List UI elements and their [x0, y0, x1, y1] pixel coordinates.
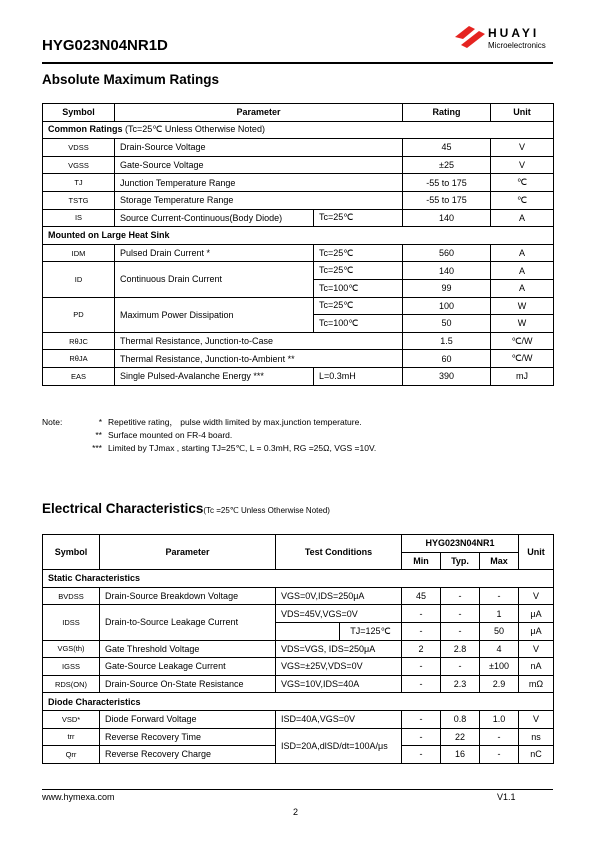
cell-parameter: Drain-Source Voltage — [115, 139, 403, 157]
table-row — [43, 658, 554, 676]
table-row — [43, 297, 554, 315]
cell-condition: Tc=25℃ — [314, 297, 403, 315]
table-row — [43, 209, 554, 227]
table-row — [43, 605, 554, 623]
cell-min: - — [402, 658, 441, 676]
table-row — [43, 710, 554, 728]
note-label: Note: — [42, 417, 63, 427]
logo-text: HUAYI — [488, 26, 540, 40]
table-header-row — [43, 104, 554, 122]
cell-unit: V — [519, 640, 554, 658]
table-header-row — [43, 535, 554, 553]
cell-typ: 2.3 — [441, 675, 480, 693]
cell-unit: W — [491, 315, 554, 333]
footer-website[interactable]: www.hymexa.com — [42, 792, 115, 802]
cell-condition: VGS=0V,IDS=250μA — [276, 587, 402, 605]
cell-max: ±100 — [480, 658, 519, 676]
cell-parameter: Drain-Source On-State Resistance — [100, 675, 276, 693]
col-unit: Unit — [491, 104, 554, 122]
cell-typ: - — [441, 587, 480, 605]
table-row — [43, 332, 554, 350]
cell-max: - — [480, 746, 519, 764]
note-text: Limited by TJmax , starting TJ=25℃, L = 0.3mH, RG =25Ω, VGS =10V. — [108, 443, 377, 453]
page-number: 2 — [293, 807, 299, 817]
cell-symbol: VSD* — [43, 710, 100, 728]
cell-rating: 45 — [403, 139, 491, 157]
cell-condition: Tc=100℃ — [314, 279, 403, 297]
table-row — [43, 244, 554, 262]
cell-typ: 16 — [441, 746, 480, 764]
cell-rating: 140 — [403, 262, 491, 280]
cell-max: 1.0 — [480, 710, 519, 728]
group-condition: (Tc=25℃ Unless Otherwise Noted) — [125, 124, 265, 135]
col-test-conditions: Test Conditions — [276, 535, 402, 570]
cell-parameter: Drain-to-Source Leakage Current — [100, 605, 276, 640]
cell-rating: 1.5 — [403, 332, 491, 350]
cell-max: 1 — [480, 605, 519, 623]
cell-condition: Tc=25℃ — [314, 209, 403, 227]
cell-condition: TJ=125℃ — [340, 622, 402, 640]
abs-max-title: Absolute Maximum Ratings — [42, 72, 220, 87]
cell-unit: μA — [519, 622, 554, 640]
cell-parameter: Reverse Recovery Charge — [100, 746, 276, 764]
cell-min: - — [402, 746, 441, 764]
cell-min: - — [402, 622, 441, 640]
col-part: HYG023N04NR1 — [402, 535, 519, 553]
cell-min: 2 — [402, 640, 441, 658]
table-row — [43, 675, 554, 693]
cell-typ: 2.8 — [441, 640, 480, 658]
note-item — [42, 442, 376, 455]
cell-unit: A — [491, 262, 554, 280]
cell-symbol: TJ — [43, 174, 115, 192]
table-row — [43, 350, 554, 368]
cell-typ: - — [441, 605, 480, 623]
cell-rating: ±25 — [403, 156, 491, 174]
col-unit: Unit — [519, 535, 554, 570]
cell-min: 45 — [402, 587, 441, 605]
group-row — [43, 570, 554, 588]
table-row — [43, 587, 554, 605]
cell-symbol: Qrr — [43, 746, 100, 764]
cell-unit: V — [519, 587, 554, 605]
col-min: Min — [402, 552, 441, 570]
cell-unit: W — [491, 297, 554, 315]
col-typ: Typ. — [441, 552, 480, 570]
cell-unit: nC — [519, 746, 554, 764]
cell-unit: mJ — [491, 367, 554, 385]
cell-rating: 560 — [403, 244, 491, 262]
col-max: Max — [480, 552, 519, 570]
cell-unit: nA — [519, 658, 554, 676]
cell-symbol: PD — [43, 297, 115, 332]
cell-symbol: IS — [43, 209, 115, 227]
table-row — [43, 191, 554, 209]
table-row — [43, 139, 554, 157]
cell-parameter: Continuous Drain Current — [115, 262, 314, 297]
group-label: Diode Characteristics — [43, 693, 554, 711]
cell-min: - — [402, 710, 441, 728]
cell-unit: A — [491, 244, 554, 262]
group-label: Common Ratings — [48, 124, 123, 135]
cell-condition: VGS=10V,IDS=40A — [276, 675, 402, 693]
cell-unit: ℃ — [491, 191, 554, 209]
cell-rating: 390 — [403, 367, 491, 385]
elec-title — [42, 501, 330, 516]
note-text: Repetitive rating， pulse width limited by max.junction temperature. — [108, 417, 362, 427]
cell-condition: VDS=VGS, IDS=250μA — [276, 640, 402, 658]
cell-typ: 22 — [441, 728, 480, 746]
cell-unit: μA — [519, 605, 554, 623]
footer-divider — [42, 789, 553, 790]
table-row — [43, 367, 554, 385]
table-row — [43, 262, 554, 280]
cell-max: - — [480, 587, 519, 605]
cell-condition: ISD=40A,VGS=0V — [276, 710, 402, 728]
cell-parameter: Junction Temperature Range — [115, 174, 403, 192]
notes — [42, 416, 376, 455]
cell-condition: VDS=45V,VGS=0V — [276, 605, 402, 623]
cell-min: - — [402, 605, 441, 623]
note-mark: * — [98, 417, 102, 427]
col-symbol: Symbol — [43, 104, 115, 122]
cell-parameter: Gate Threshold Voltage — [100, 640, 276, 658]
cell-max: 50 — [480, 622, 519, 640]
group-row — [43, 121, 554, 139]
logo-subtitle: Microelectronics — [488, 41, 546, 50]
cell-symbol: ID — [43, 262, 115, 297]
cell-parameter: Drain-Source Breakdown Voltage — [100, 587, 276, 605]
cell-symbol: TSTG — [43, 191, 115, 209]
elec-table — [42, 534, 554, 764]
cell-unit: A — [491, 209, 554, 227]
cell-condition: Tc=100℃ — [314, 315, 403, 333]
cell-symbol: IDM — [43, 244, 115, 262]
cell-parameter: Single Pulsed-Avalanche Energy *** — [115, 367, 314, 385]
table-row — [43, 728, 554, 746]
cell-parameter: Pulsed Drain Current * — [115, 244, 314, 262]
cell-parameter: Storage Temperature Range — [115, 191, 403, 209]
cell-parameter: Reverse Recovery Time — [100, 728, 276, 746]
cell-symbol: RθJA — [43, 350, 115, 368]
col-symbol: Symbol — [43, 535, 100, 570]
cell-parameter: Gate-Source Voltage — [115, 156, 403, 174]
abs-max-table — [42, 103, 554, 386]
cell-unit: ℃/W — [491, 332, 554, 350]
cell-symbol: IGSS — [43, 658, 100, 676]
cell-unit: ℃/W — [491, 350, 554, 368]
cell-rating: -55 to 175 — [403, 191, 491, 209]
footer-version: V1.1 — [497, 792, 516, 802]
cell-symbol: IDSS — [43, 605, 100, 640]
cell-condition: Tc=25℃ — [314, 244, 403, 262]
cell-min: - — [402, 675, 441, 693]
group-row — [43, 227, 554, 245]
cell-parameter: Thermal Resistance, Junction-to-Case — [115, 332, 403, 350]
cell-parameter: Maximum Power Dissipation — [115, 297, 314, 332]
cell-unit: A — [491, 279, 554, 297]
cell-typ: - — [441, 658, 480, 676]
group-label: Static Characteristics — [43, 570, 554, 588]
table-row — [43, 640, 554, 658]
cell-unit: ns — [519, 728, 554, 746]
cell-unit: V — [491, 139, 554, 157]
cell-symbol: EAS — [43, 367, 115, 385]
cell-unit: mΩ — [519, 675, 554, 693]
cell-symbol: RθJC — [43, 332, 115, 350]
col-parameter: Parameter — [100, 535, 276, 570]
note-item — [42, 429, 376, 442]
cell-min: - — [402, 728, 441, 746]
cell-parameter: Source Current-Continuous(Body Diode) — [115, 209, 314, 227]
cell-parameter: Thermal Resistance, Junction-to-Ambient ** — [115, 350, 403, 368]
cell-rating: -55 to 175 — [403, 174, 491, 192]
cell-symbol: BVDSS — [43, 587, 100, 605]
cell-parameter: Gate-Source Leakage Current — [100, 658, 276, 676]
note-item — [42, 416, 376, 429]
cell-symbol: VDSS — [43, 139, 115, 157]
cell-rating: 50 — [403, 315, 491, 333]
cell-rating: 99 — [403, 279, 491, 297]
cell-symbol: VGS(th) — [43, 640, 100, 658]
table-row — [43, 156, 554, 174]
cell-symbol: VGSS — [43, 156, 115, 174]
col-rating: Rating — [403, 104, 491, 122]
header-divider — [42, 62, 553, 64]
cell-condition: ISD=20A,dlSD/dt=100A/μs — [276, 728, 402, 763]
cell-unit: ℃ — [491, 174, 554, 192]
cell-typ: 0.8 — [441, 710, 480, 728]
part-number: HYG023N04NR1D — [42, 37, 168, 54]
col-parameter: Parameter — [115, 104, 403, 122]
note-mark: *** — [92, 443, 102, 453]
cell-unit: V — [491, 156, 554, 174]
cell-rating: 60 — [403, 350, 491, 368]
cell-parameter: Diode Forward Voltage — [100, 710, 276, 728]
cell-condition: Tc=25℃ — [314, 262, 403, 280]
elec-title-condition: (Tc =25℃ Unless Otherwise Noted) — [203, 506, 330, 515]
cell-max: 4 — [480, 640, 519, 658]
cell-condition: VGS=±25V,VDS=0V — [276, 658, 402, 676]
cell-typ: - — [441, 622, 480, 640]
cell-condition: L=0.3mH — [314, 367, 403, 385]
table-row — [43, 174, 554, 192]
group-label: Mounted on Large Heat Sink — [43, 227, 554, 245]
cell-max: 2.9 — [480, 675, 519, 693]
group-row — [43, 693, 554, 711]
note-mark: ** — [95, 430, 102, 440]
cell-max: - — [480, 728, 519, 746]
cell-unit: V — [519, 710, 554, 728]
elec-title-text: Electrical Characteristics — [42, 501, 204, 516]
note-text: Surface mounted on FR-4 board. — [108, 430, 233, 440]
cell-condition-blank — [276, 622, 340, 640]
cell-symbol: trr — [43, 728, 100, 746]
cell-symbol: RDS(ON) — [43, 675, 100, 693]
cell-rating: 140 — [403, 209, 491, 227]
cell-rating: 100 — [403, 297, 491, 315]
